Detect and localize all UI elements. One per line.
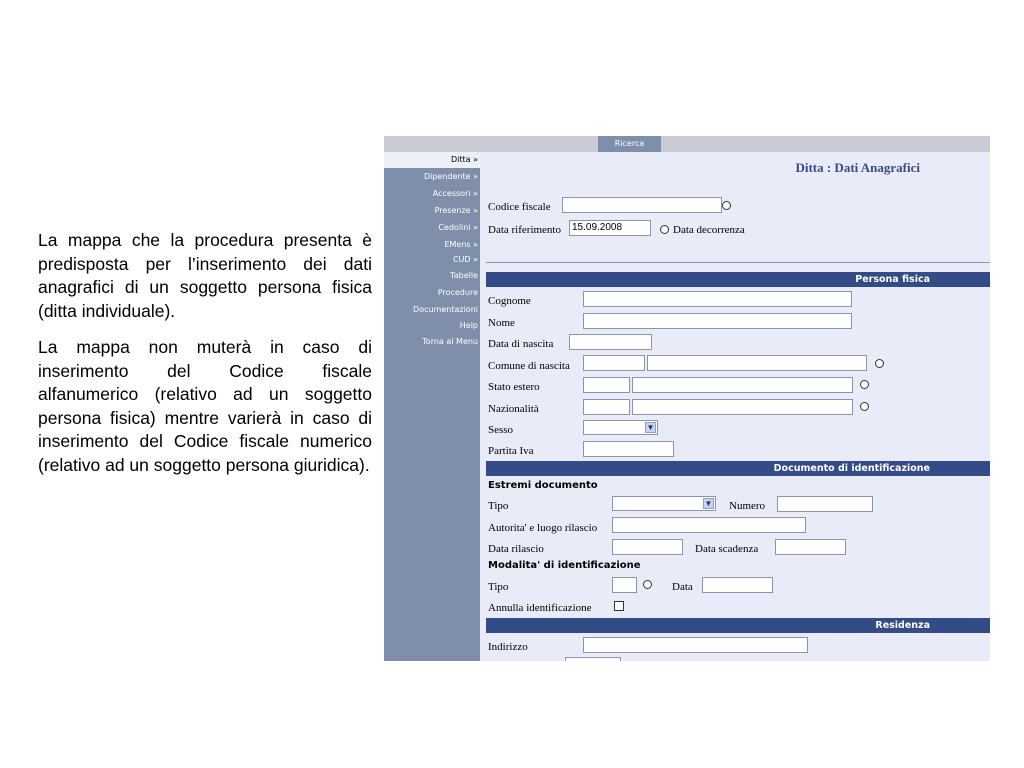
sidebar-item-dipendente[interactable]: Dipendente » bbox=[423, 172, 478, 181]
autorita-input[interactable] bbox=[612, 517, 806, 533]
documento-numero-label: Numero bbox=[729, 500, 766, 512]
cognome-input[interactable] bbox=[583, 291, 852, 307]
modalita-data-input[interactable] bbox=[702, 577, 773, 593]
data-decorrenza-label: Data decorrenza bbox=[673, 224, 745, 236]
form-divider bbox=[486, 262, 990, 263]
partita-iva-label: Partita Iva bbox=[488, 445, 534, 457]
indirizzo-label: Indirizzo bbox=[488, 641, 528, 653]
data-riferimento-input[interactable]: 15.09.2008 bbox=[569, 220, 651, 236]
chevron-down-icon: ▼ bbox=[704, 499, 713, 508]
codice-fiscale-radio[interactable] bbox=[722, 201, 731, 210]
sidebar-item-accessori[interactable]: Accessori » bbox=[432, 189, 478, 198]
indirizzo-input[interactable] bbox=[583, 637, 808, 653]
section-persona-fisica bbox=[486, 272, 990, 287]
chevron-down-icon: ▼ bbox=[646, 423, 655, 432]
nazionalita-name-input[interactable] bbox=[632, 399, 853, 415]
modalita-identificazione-heading: Modalita' di identificazione bbox=[488, 560, 641, 571]
sidebar-item-cud[interactable]: CUD » bbox=[452, 255, 478, 264]
nome-input[interactable] bbox=[583, 313, 852, 329]
documento-tipo-label: Tipo bbox=[488, 500, 509, 512]
data-rilascio-input[interactable] bbox=[612, 539, 683, 555]
sesso-select[interactable] bbox=[583, 420, 658, 435]
documento-tipo-select[interactable] bbox=[612, 496, 716, 511]
section-documento bbox=[486, 461, 990, 476]
app-screenshot bbox=[384, 136, 990, 661]
codice-fiscale-label: Codice fiscale bbox=[488, 201, 551, 213]
nazionalita-radio[interactable] bbox=[860, 402, 869, 411]
nazionalita-label: Nazionalità bbox=[488, 403, 539, 415]
main-content bbox=[480, 152, 990, 661]
data-scadenza-input[interactable] bbox=[775, 539, 846, 555]
sesso-label: Sesso bbox=[488, 424, 514, 436]
sidebar-item-presenze[interactable]: Presenze » bbox=[434, 206, 478, 215]
sidebar-item-cedolini[interactable]: Cedolini » bbox=[438, 223, 478, 232]
stato-estero-label: Stato estero bbox=[488, 381, 540, 393]
sidebar-item-help[interactable]: Help bbox=[459, 321, 478, 330]
stato-estero-code-input[interactable] bbox=[583, 377, 630, 393]
comune-nascita-name-input[interactable] bbox=[647, 355, 867, 371]
section-documento-title: Documento di identificazione bbox=[773, 463, 930, 474]
comune-nascita-radio[interactable] bbox=[875, 359, 884, 368]
data-nascita-input[interactable] bbox=[569, 334, 652, 350]
data-decorrenza-radio[interactable] bbox=[660, 225, 669, 234]
section-residenza bbox=[486, 618, 990, 633]
data-scadenza-label: Data scadenza bbox=[695, 543, 759, 555]
sidebar-item-ditta[interactable]: Ditta » bbox=[384, 152, 480, 168]
data-nascita-label: Data di nascita bbox=[488, 338, 554, 350]
section-persona-fisica-title: Persona fisica bbox=[855, 274, 930, 285]
sidebar-item-torna-al-menu[interactable]: Torna al Menu bbox=[422, 337, 478, 346]
nome-label: Nome bbox=[488, 317, 515, 329]
autorita-label: Autorita' e luogo rilascio bbox=[488, 522, 598, 534]
partita-iva-input[interactable] bbox=[583, 441, 674, 457]
annulla-identificazione-label: Annulla identificazione bbox=[488, 602, 592, 614]
residenza-next-input[interactable] bbox=[565, 657, 621, 661]
stato-estero-radio[interactable] bbox=[860, 380, 869, 389]
comune-nascita-code-input[interactable] bbox=[583, 355, 645, 371]
documento-numero-input[interactable] bbox=[777, 496, 873, 512]
sidebar-item-emens[interactable]: EMens » bbox=[444, 240, 478, 249]
top-bar bbox=[384, 136, 990, 152]
tab-ricerca[interactable]: Ricerca bbox=[598, 136, 661, 152]
cognome-label: Cognome bbox=[488, 295, 531, 307]
description-paragraph-1: La mappa che la procedura presenta è predisposta per l’inserimento dei dati anagrafici di un soggetto persona fisica (ditta individuale). bbox=[38, 230, 372, 321]
data-rilascio-label: Data rilascio bbox=[488, 543, 544, 555]
sidebar-item-procedure[interactable]: Procedure bbox=[437, 288, 478, 297]
section-residenza-title: Residenza bbox=[875, 620, 930, 631]
modalita-tipo-label: Tipo bbox=[488, 581, 509, 593]
annulla-identificazione-checkbox[interactable] bbox=[614, 601, 624, 611]
data-riferimento-label: Data riferimento bbox=[488, 224, 561, 236]
sidebar-item-tabelle[interactable]: Tabelle bbox=[450, 271, 478, 280]
nazionalita-code-input[interactable] bbox=[583, 399, 630, 415]
modalita-data-label: Data bbox=[672, 581, 693, 593]
page-title: Ditta : Dati Anagrafici bbox=[795, 160, 920, 175]
stato-estero-name-input[interactable] bbox=[632, 377, 853, 393]
codice-fiscale-input[interactable] bbox=[562, 197, 722, 213]
estremi-documento-heading: Estremi documento bbox=[488, 480, 598, 491]
description-paragraph-2: La mappa non muterà in caso di inserimento del Codice fiscale alfanumerico (relativo ad un soggetto persona fisica) mentre varierà in caso di inserimento del Codice fiscale numerico (relativo ad un soggetto persona giuridica). bbox=[38, 337, 372, 475]
modalita-tipo-input[interactable] bbox=[612, 577, 637, 593]
sidebar bbox=[384, 152, 480, 661]
description-text bbox=[38, 229, 372, 490]
modalita-tipo-radio[interactable] bbox=[643, 580, 652, 589]
sidebar-item-documentazioni[interactable]: Documentazioni bbox=[413, 305, 478, 314]
comune-nascita-label: Comune di nascita bbox=[488, 360, 570, 372]
